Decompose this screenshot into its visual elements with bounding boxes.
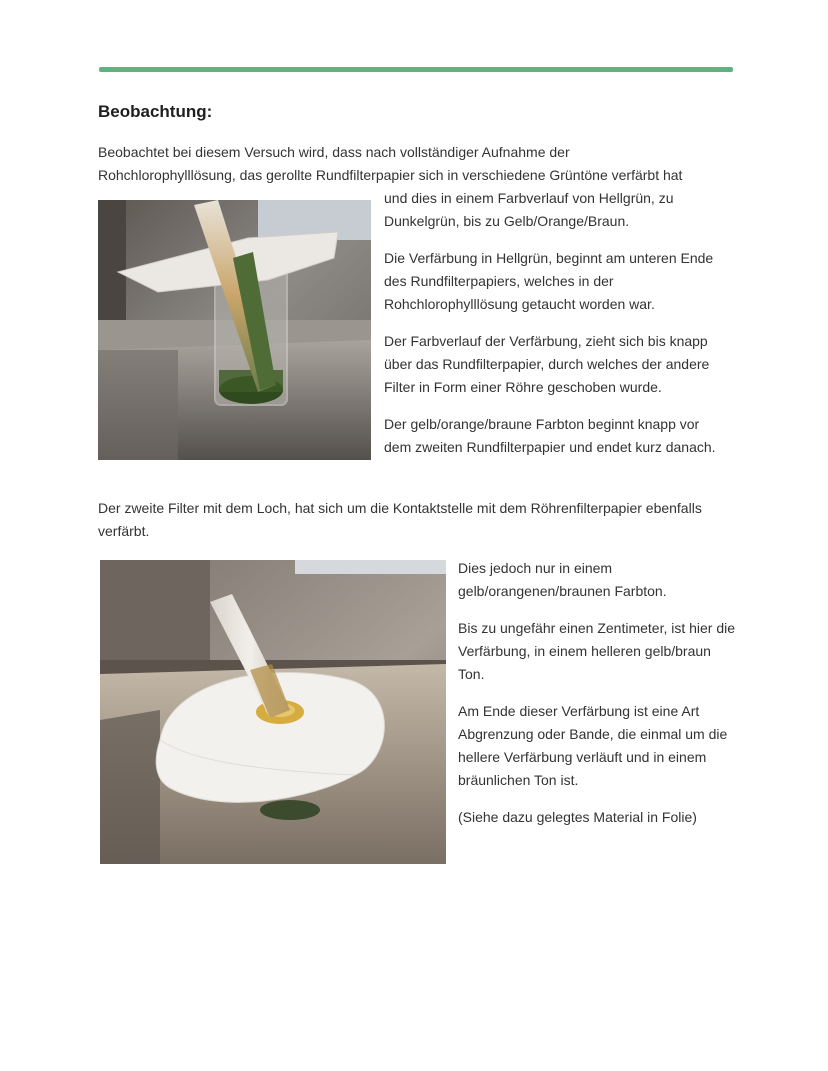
- paragraph-farbverlauf: Der Farbverlauf der Verfärbung, zieht sich bis knapp über das Rundfilterpapier, durch welches der andere Filter in Form einer Röhre geschoben wurde.: [384, 333, 710, 395]
- intro-line-2: Rohchlorophylllösung, das gerollte Rundfilterpapier sich in verschiedene Grüntöne verfärbt hat: [98, 167, 683, 183]
- paragraph-hellgruen: Die Verfärbung in Hellgrün, beginnt am unteren Ende des Rundfilterpapiers, welches in der Rohchlorophylllösung getaucht worden war.: [384, 250, 714, 312]
- paragraph-farbton: Der gelb/orange/braune Farbton beginnt knapp vor dem zweiten Rundfilterpapier und endet kurz danach.: [384, 416, 716, 455]
- section-heading: Beobachtung:: [98, 102, 213, 121]
- intro-line-1: Beobachtet bei diesem Versuch wird, dass nach vollständiger Aufnahme der: [98, 144, 570, 160]
- paragraph-zweiter-filter: Der zweite Filter mit dem Loch, hat sich um die Kontaktstelle mit dem Röhrenfilterpapier ebenfalls verfärbt.: [98, 500, 702, 539]
- paragraph-abgrenzung: Am Ende dieser Verfärbung ist eine Art Abgrenzung oder Bande, die einmal um die hellere Verfärbung verläuft und in einem bräunlichen Ton ist.: [458, 703, 728, 788]
- top-divider: [99, 67, 733, 72]
- paragraph-dies-jedoch: Dies jedoch nur in einem gelb/orangenen/braunen Farbton.: [458, 560, 667, 599]
- photo-beaker-experiment: [98, 200, 371, 460]
- photo-second-filter: [100, 560, 446, 864]
- paragraph-zentimeter: Bis zu ungefähr einen Zentimeter, ist hier die Verfärbung, in einem helleren gelb/braun Ton.: [458, 620, 736, 682]
- intro-continuation: und dies in einem Farbverlauf von Hellgrün, zu Dunkelgrün, bis zu Gelb/Orange/Braun.: [384, 190, 674, 229]
- paragraph-folie: (Siehe dazu gelegtes Material in Folie): [458, 809, 697, 825]
